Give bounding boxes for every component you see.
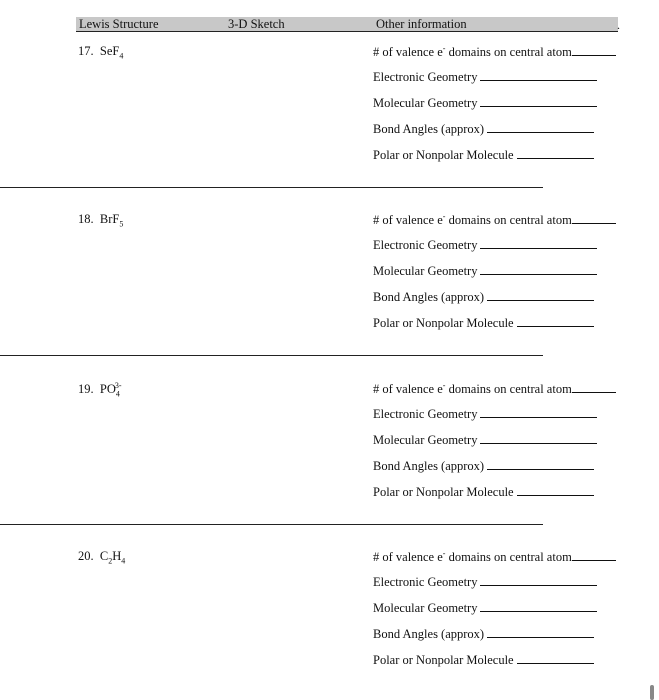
question-18-label: 18. BrF$_5$ — [78, 212, 124, 229]
bond-angles-field[interactable]: Bond Angles (approx) — [373, 627, 594, 642]
polarity-field[interactable]: Polar or Nonpolar Molecule — [373, 485, 594, 500]
molecular-geometry-field[interactable]: Molecular Geometry — [373, 433, 597, 448]
header-3d-sketch: 3-D Sketch — [228, 17, 285, 31]
electronic-geometry-field[interactable]: Electronic Geometry — [373, 238, 597, 253]
header-other-information: Other information — [376, 17, 467, 31]
electronic-geometry-field[interactable]: Electronic Geometry — [373, 407, 597, 422]
header-trailing-mark: . — [617, 18, 620, 32]
valence-domains-field[interactable]: # of valence e- domains on central atom — [373, 549, 616, 565]
bond-angles-field[interactable]: Bond Angles (approx) — [373, 122, 594, 137]
bond-angles-field[interactable]: Bond Angles (approx) — [373, 459, 594, 474]
valence-domains-field[interactable]: # of valence e- domains on central atom — [373, 381, 616, 397]
header-lewis-structure: Lewis Structure — [79, 17, 159, 31]
section-divider — [0, 524, 543, 525]
section-divider — [0, 187, 543, 188]
valence-domains-field[interactable]: # of valence e- domains on central atom — [373, 44, 616, 60]
polarity-field[interactable]: Polar or Nonpolar Molecule — [373, 148, 594, 163]
polarity-field[interactable]: Polar or Nonpolar Molecule — [373, 316, 594, 331]
electronic-geometry-field[interactable]: Electronic Geometry — [373, 70, 597, 85]
scrollbar-thumb[interactable] — [650, 685, 654, 700]
molecular-geometry-field[interactable]: Molecular Geometry — [373, 601, 597, 616]
question-17-label: 17. SeF$_4$ — [78, 44, 124, 61]
question-20-label: 20. $C_2H_4$ — [78, 549, 126, 566]
electronic-geometry-field[interactable]: Electronic Geometry — [373, 575, 597, 590]
question-19-label: 19. $PO_4^{3-}$ — [78, 381, 122, 399]
molecular-geometry-field[interactable]: Molecular Geometry — [373, 96, 597, 111]
bond-angles-field[interactable]: Bond Angles (approx) — [373, 290, 594, 305]
table-header — [76, 17, 618, 32]
valence-domains-field[interactable]: # of valence e- domains on central atom — [373, 212, 616, 228]
molecular-geometry-field[interactable]: Molecular Geometry — [373, 264, 597, 279]
section-divider — [0, 355, 543, 356]
polarity-field[interactable]: Polar or Nonpolar Molecule — [373, 653, 594, 668]
